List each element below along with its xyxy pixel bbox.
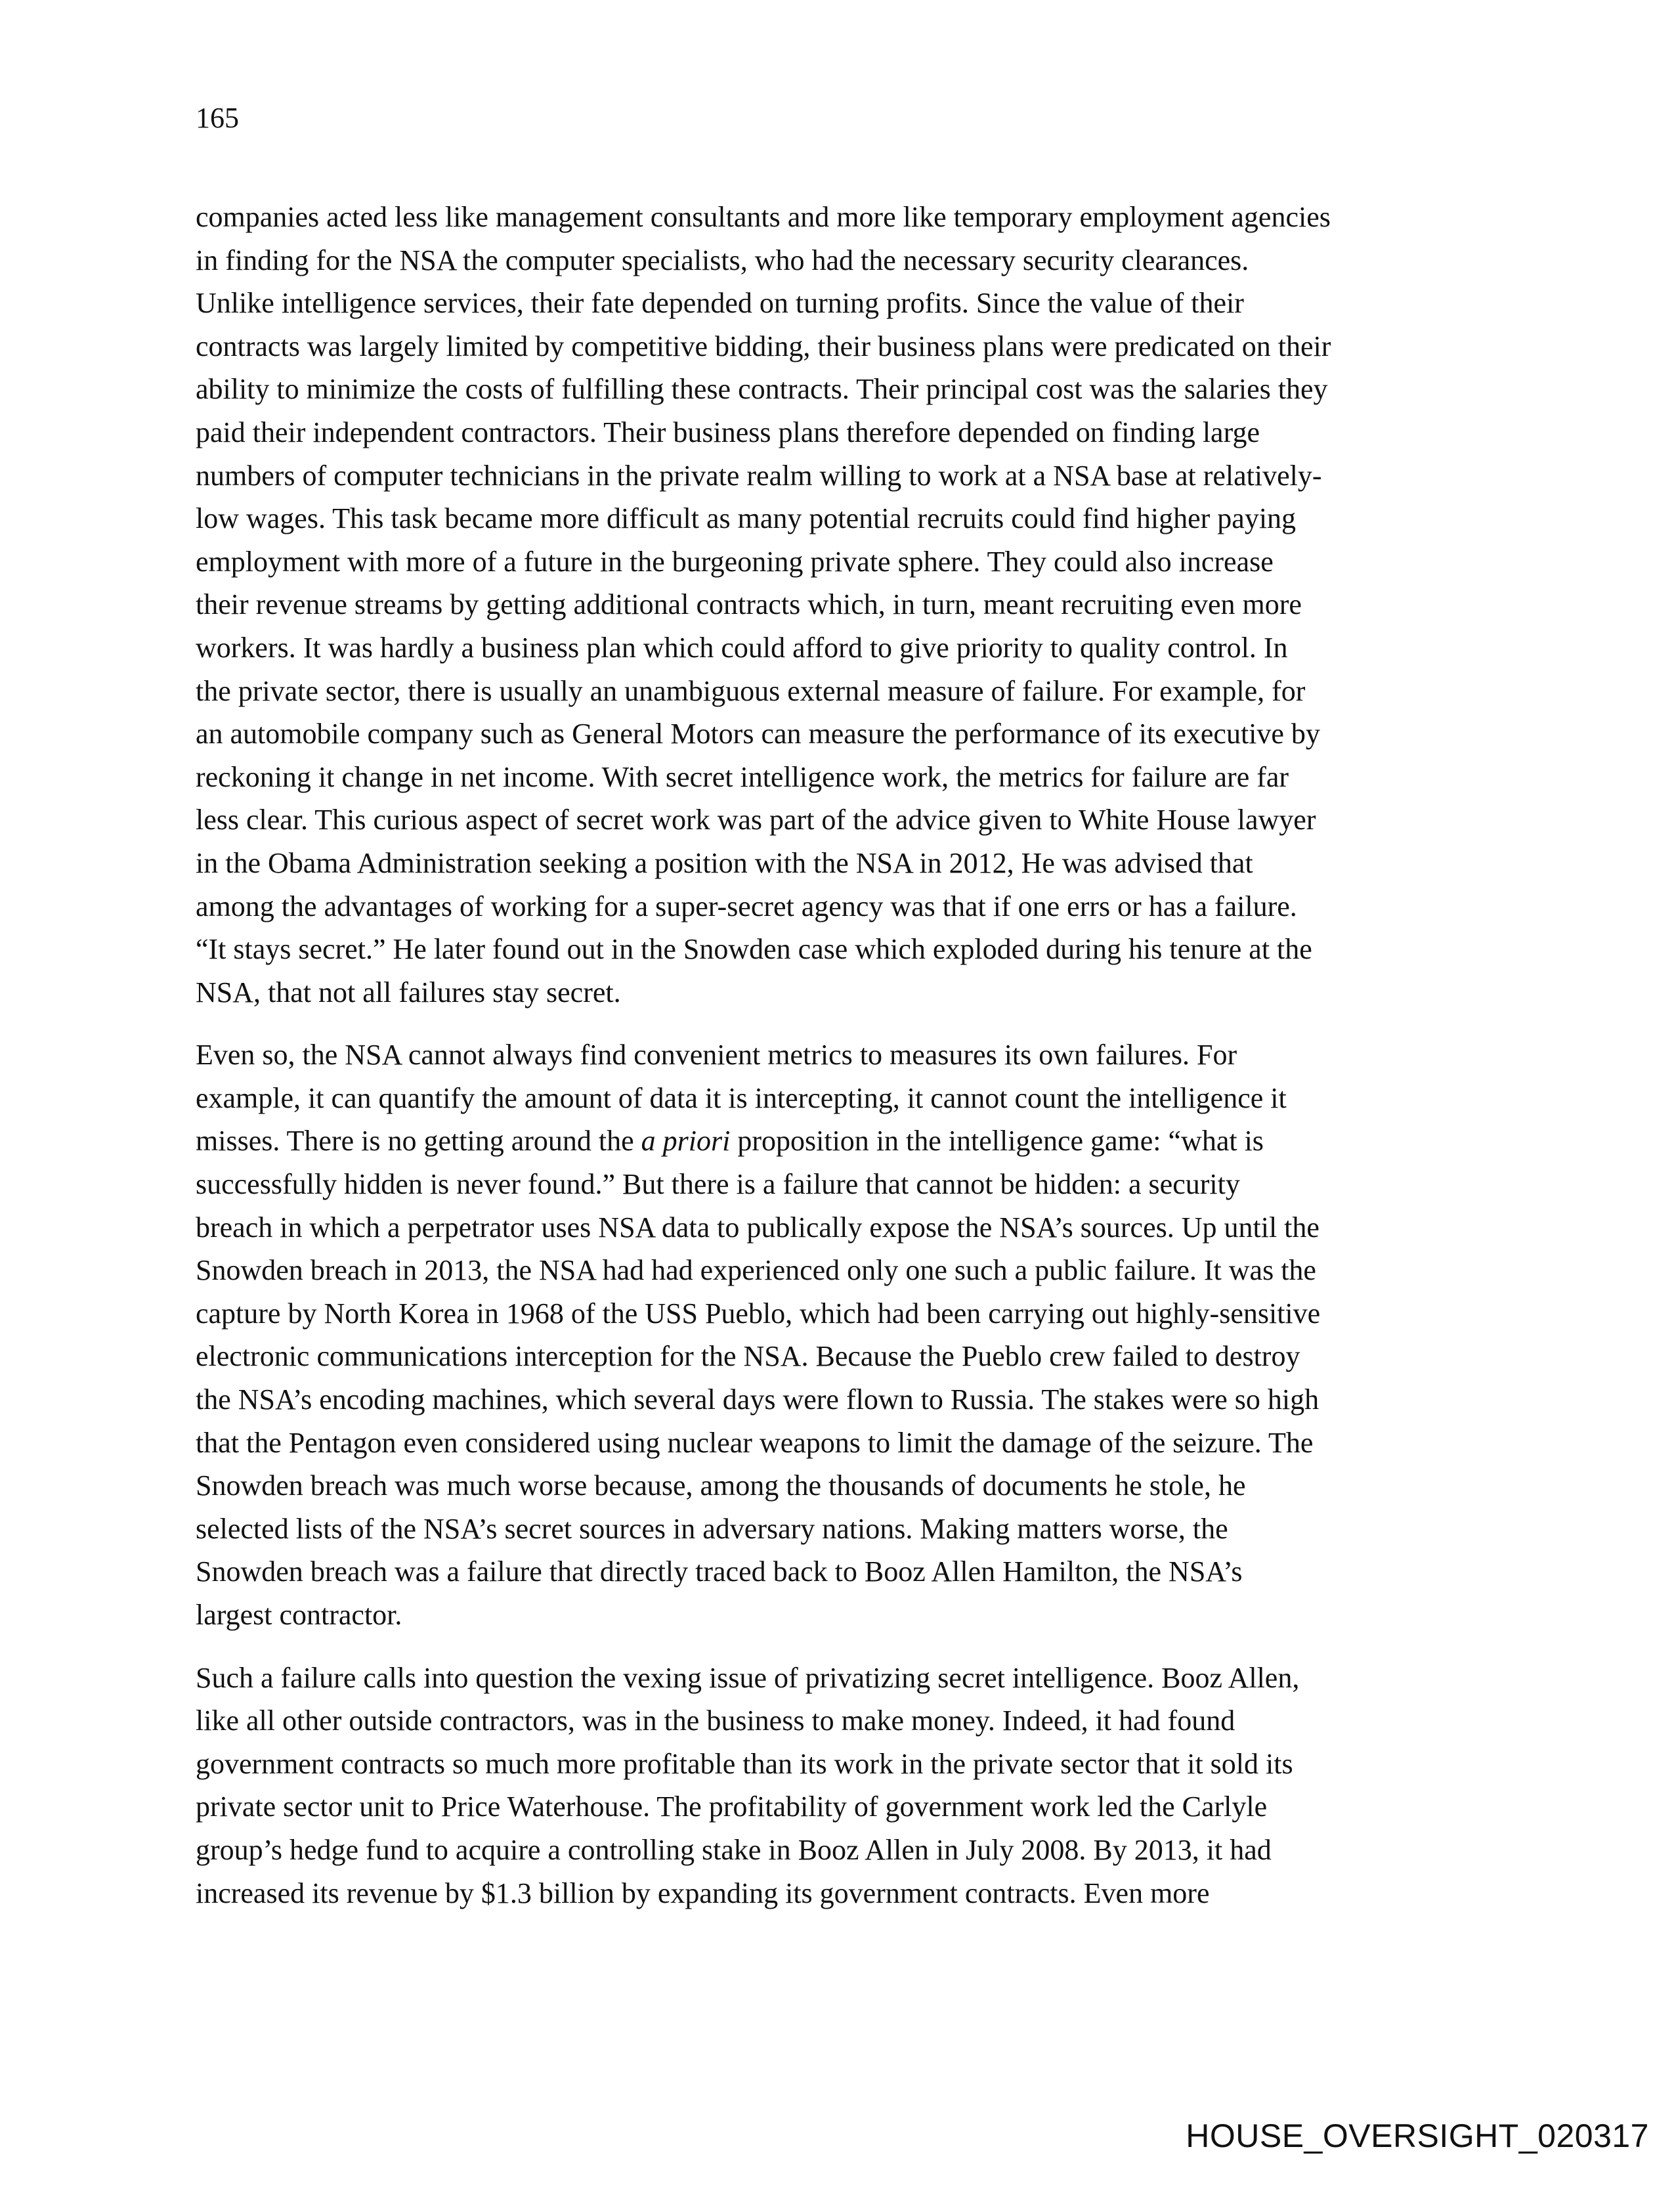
text-line: paid their independent contractors. Their business plans therefore depended on finding large — [196, 416, 1260, 448]
text-segment: proposition in the intelligence game: “what is — [730, 1125, 1264, 1158]
text-line: the private sector, there is usually an unambiguous external measure of failure. For example, for — [196, 674, 1306, 707]
text-line: less clear. This curious aspect of secret work was part of the advice given to White House lawyer — [196, 804, 1316, 836]
text-line: NSA, that not all failures stay secret. — [196, 976, 621, 1008]
text-line: like all other outside contractors, was in the business to make money. Indeed, it had found — [196, 1704, 1235, 1737]
text-line: capture by North Korea in 1968 of the USS Pueblo, which had been carrying out highly-sensitive — [196, 1297, 1321, 1330]
text-line: ability to minimize the costs of fulfilling these contracts. Their principal cost was the salaries they — [196, 373, 1328, 406]
text-line: “It stays secret.” He later found out in the Snowden case which exploded during his tenure at the — [196, 933, 1312, 966]
text-line: employment with more of a future in the burgeoning private sphere. They could also increase — [196, 545, 1274, 578]
text-line: Such a failure calls into question the vexing issue of privatizing secret intelligence. Booz Allen, — [196, 1661, 1300, 1694]
text-line: breach in which a perpetrator uses NSA data to publically expose the NSA’s sources. Up until the — [196, 1211, 1320, 1244]
paragraph-1 — [196, 196, 1482, 1014]
page-number: 165 — [196, 102, 239, 134]
text-line: government contracts so much more profitable than its work in the private sector that it sold its — [196, 1747, 1293, 1780]
text-line: in the Obama Administration seeking a position with the NSA in 2012, He was advised that — [196, 846, 1253, 879]
body-text — [196, 196, 1482, 1915]
text-line: in finding for the NSA the computer specialists, who had the necessary security clearances. — [196, 244, 1249, 276]
text-line: low wages. This task became more difficult as many potential recruits could find higher paying — [196, 502, 1297, 535]
text-line: workers. It was hardly a business plan which could afford to give priority to quality control. In — [196, 631, 1288, 664]
paragraph-2 — [196, 1033, 1482, 1636]
text-line: their revenue streams by getting additional contracts which, in turn, meant recruiting even more — [196, 588, 1302, 621]
text-line: Snowden breach was much worse because, among the thousands of documents he stole, he — [196, 1469, 1246, 1502]
text-line: numbers of computer technicians in the private realm willing to work at a NSA base at relatively- — [196, 459, 1322, 492]
italic-phrase: a priori — [641, 1125, 731, 1158]
paragraph-3 — [196, 1657, 1482, 1915]
text-line-with-italic — [196, 1119, 1482, 1163]
text-line: among the advantages of working for a super-secret agency was that if one errs or has a failure. — [196, 890, 1297, 922]
document-id-stamp: HOUSE_OVERSIGHT_020317 — [1186, 2117, 1649, 2154]
text-line: Snowden breach in 2013, the NSA had had experienced only one such a public failure. It was the — [196, 1254, 1316, 1287]
text-line: example, it can quantify the amount of data it is intercepting, it cannot count the intelligence it — [196, 1081, 1287, 1114]
text-line: an automobile company such as General Motors can measure the performance of its executive by — [196, 718, 1320, 750]
text-line: contracts was largely limited by competitive bidding, their business plans were predicated on their — [196, 330, 1331, 362]
text-line: the NSA’s encoding machines, which several days were flown to Russia. The stakes were so high — [196, 1383, 1320, 1416]
text-segment: misses. There is no getting around the — [196, 1125, 641, 1158]
text-line: electronic communications interception for the NSA. Because the Pueblo crew failed to destroy — [196, 1340, 1300, 1373]
text-line: group’s hedge fund to acquire a controlling stake in Booz Allen in July 2008. By 2013, it had — [196, 1833, 1272, 1866]
text-line: private sector unit to Price Waterhouse. The profitability of government work led the Carlyle — [196, 1790, 1268, 1823]
text-line: successfully hidden is never found.” But there is a failure that cannot be hidden: a security — [196, 1168, 1240, 1201]
text-line: reckoning it change in net income. With secret intelligence work, the metrics for failure are far — [196, 760, 1289, 793]
text-line: Even so, the NSA cannot always find convenient metrics to measures its own failures. For — [196, 1039, 1237, 1072]
text-line: selected lists of the NSA’s secret sources in adversary nations. Making matters worse, the — [196, 1512, 1228, 1545]
text-line: largest contractor. — [196, 1599, 402, 1631]
text-line: increased its revenue by $1.3 billion by expanding its government contracts. Even more — [196, 1876, 1210, 1909]
text-line: Snowden breach was a failure that directly traced back to Booz Allen Hamilton, the NSA’s — [196, 1555, 1243, 1588]
text-line: companies acted less like management consultants and more like temporary employment agencies — [196, 201, 1331, 233]
text-line: Unlike intelligence services, their fate depended on turning profits. Since the value of their — [196, 287, 1244, 320]
text-line: that the Pentagon even considered using nuclear weapons to limit the damage of the seizure. The — [196, 1426, 1314, 1459]
